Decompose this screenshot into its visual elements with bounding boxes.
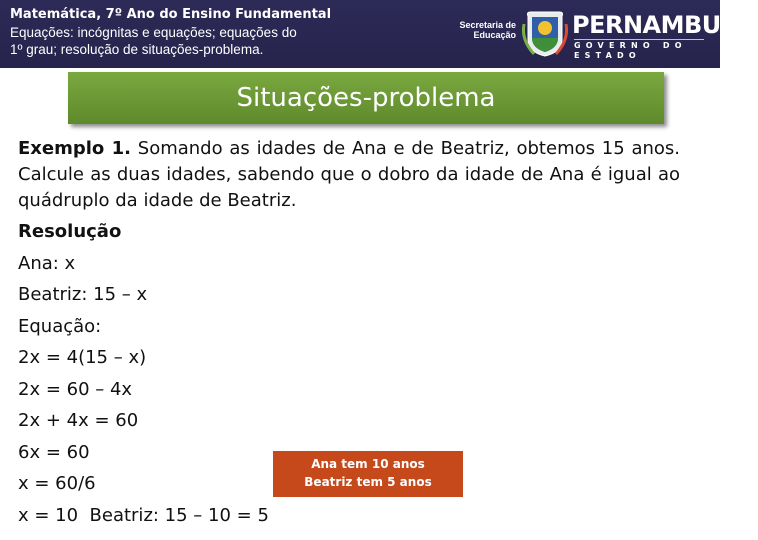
example-paragraph — [18, 136, 680, 214]
resolution-line: 2x = 4(15 – x) — [18, 347, 147, 368]
pernambuco-wordmark: PERNAMBUCO — [572, 11, 758, 39]
resolution-line: Beatriz: 15 – x — [18, 284, 148, 305]
resolution-line: x = 10 Beatriz: 15 – 10 = 5 — [18, 504, 269, 526]
course-subtitle-line-2: 1º grau; resolução de situações-problema. — [10, 42, 264, 57]
secretaria-label — [450, 20, 516, 40]
resolution-line: 6x = 60 — [18, 441, 90, 463]
section-title: Situações-problema — [68, 72, 664, 124]
resolution-line: 2x + 4x = 60 — [18, 410, 139, 431]
resolution-line: x = 60/6 — [18, 473, 96, 494]
resolution-heading: Resolução — [18, 221, 122, 242]
course-subtitle-line-1: Equações: incógnitas e equações; equações do — [10, 25, 297, 40]
resolution-line: Equação: — [18, 315, 102, 337]
answer-callout — [273, 451, 463, 497]
pernambuco-coat-of-arms-icon — [522, 10, 568, 58]
resolution-line: 2x = 60 – 4x — [18, 378, 133, 400]
secretaria-line-2: Educação — [473, 30, 516, 40]
header-text — [10, 6, 440, 58]
resolution-line: Ana: x — [18, 252, 76, 274]
answer-line-1: Ana tem 10 anos — [311, 457, 425, 471]
wordmark-divider — [574, 39, 704, 40]
answer-line-2: Beatriz tem 5 anos — [304, 475, 432, 489]
example-text: Somando as idades de Ana e de Beatriz, obtemos 15 anos. Calcule as duas idades, sabendo que o dobro da idade de Ana é igual ao quádruplo da idade de Beatriz. — [18, 138, 681, 211]
header-banner — [0, 0, 758, 68]
example-label: Exemplo 1. — [18, 138, 131, 159]
secretaria-line-1: Secretaria de — [459, 20, 516, 30]
course-title: Matemática, 7º Ano do Ensino Fundamental — [10, 7, 332, 22]
governo-do-estado-label: GOVERNO DO ESTADO — [574, 41, 687, 60]
